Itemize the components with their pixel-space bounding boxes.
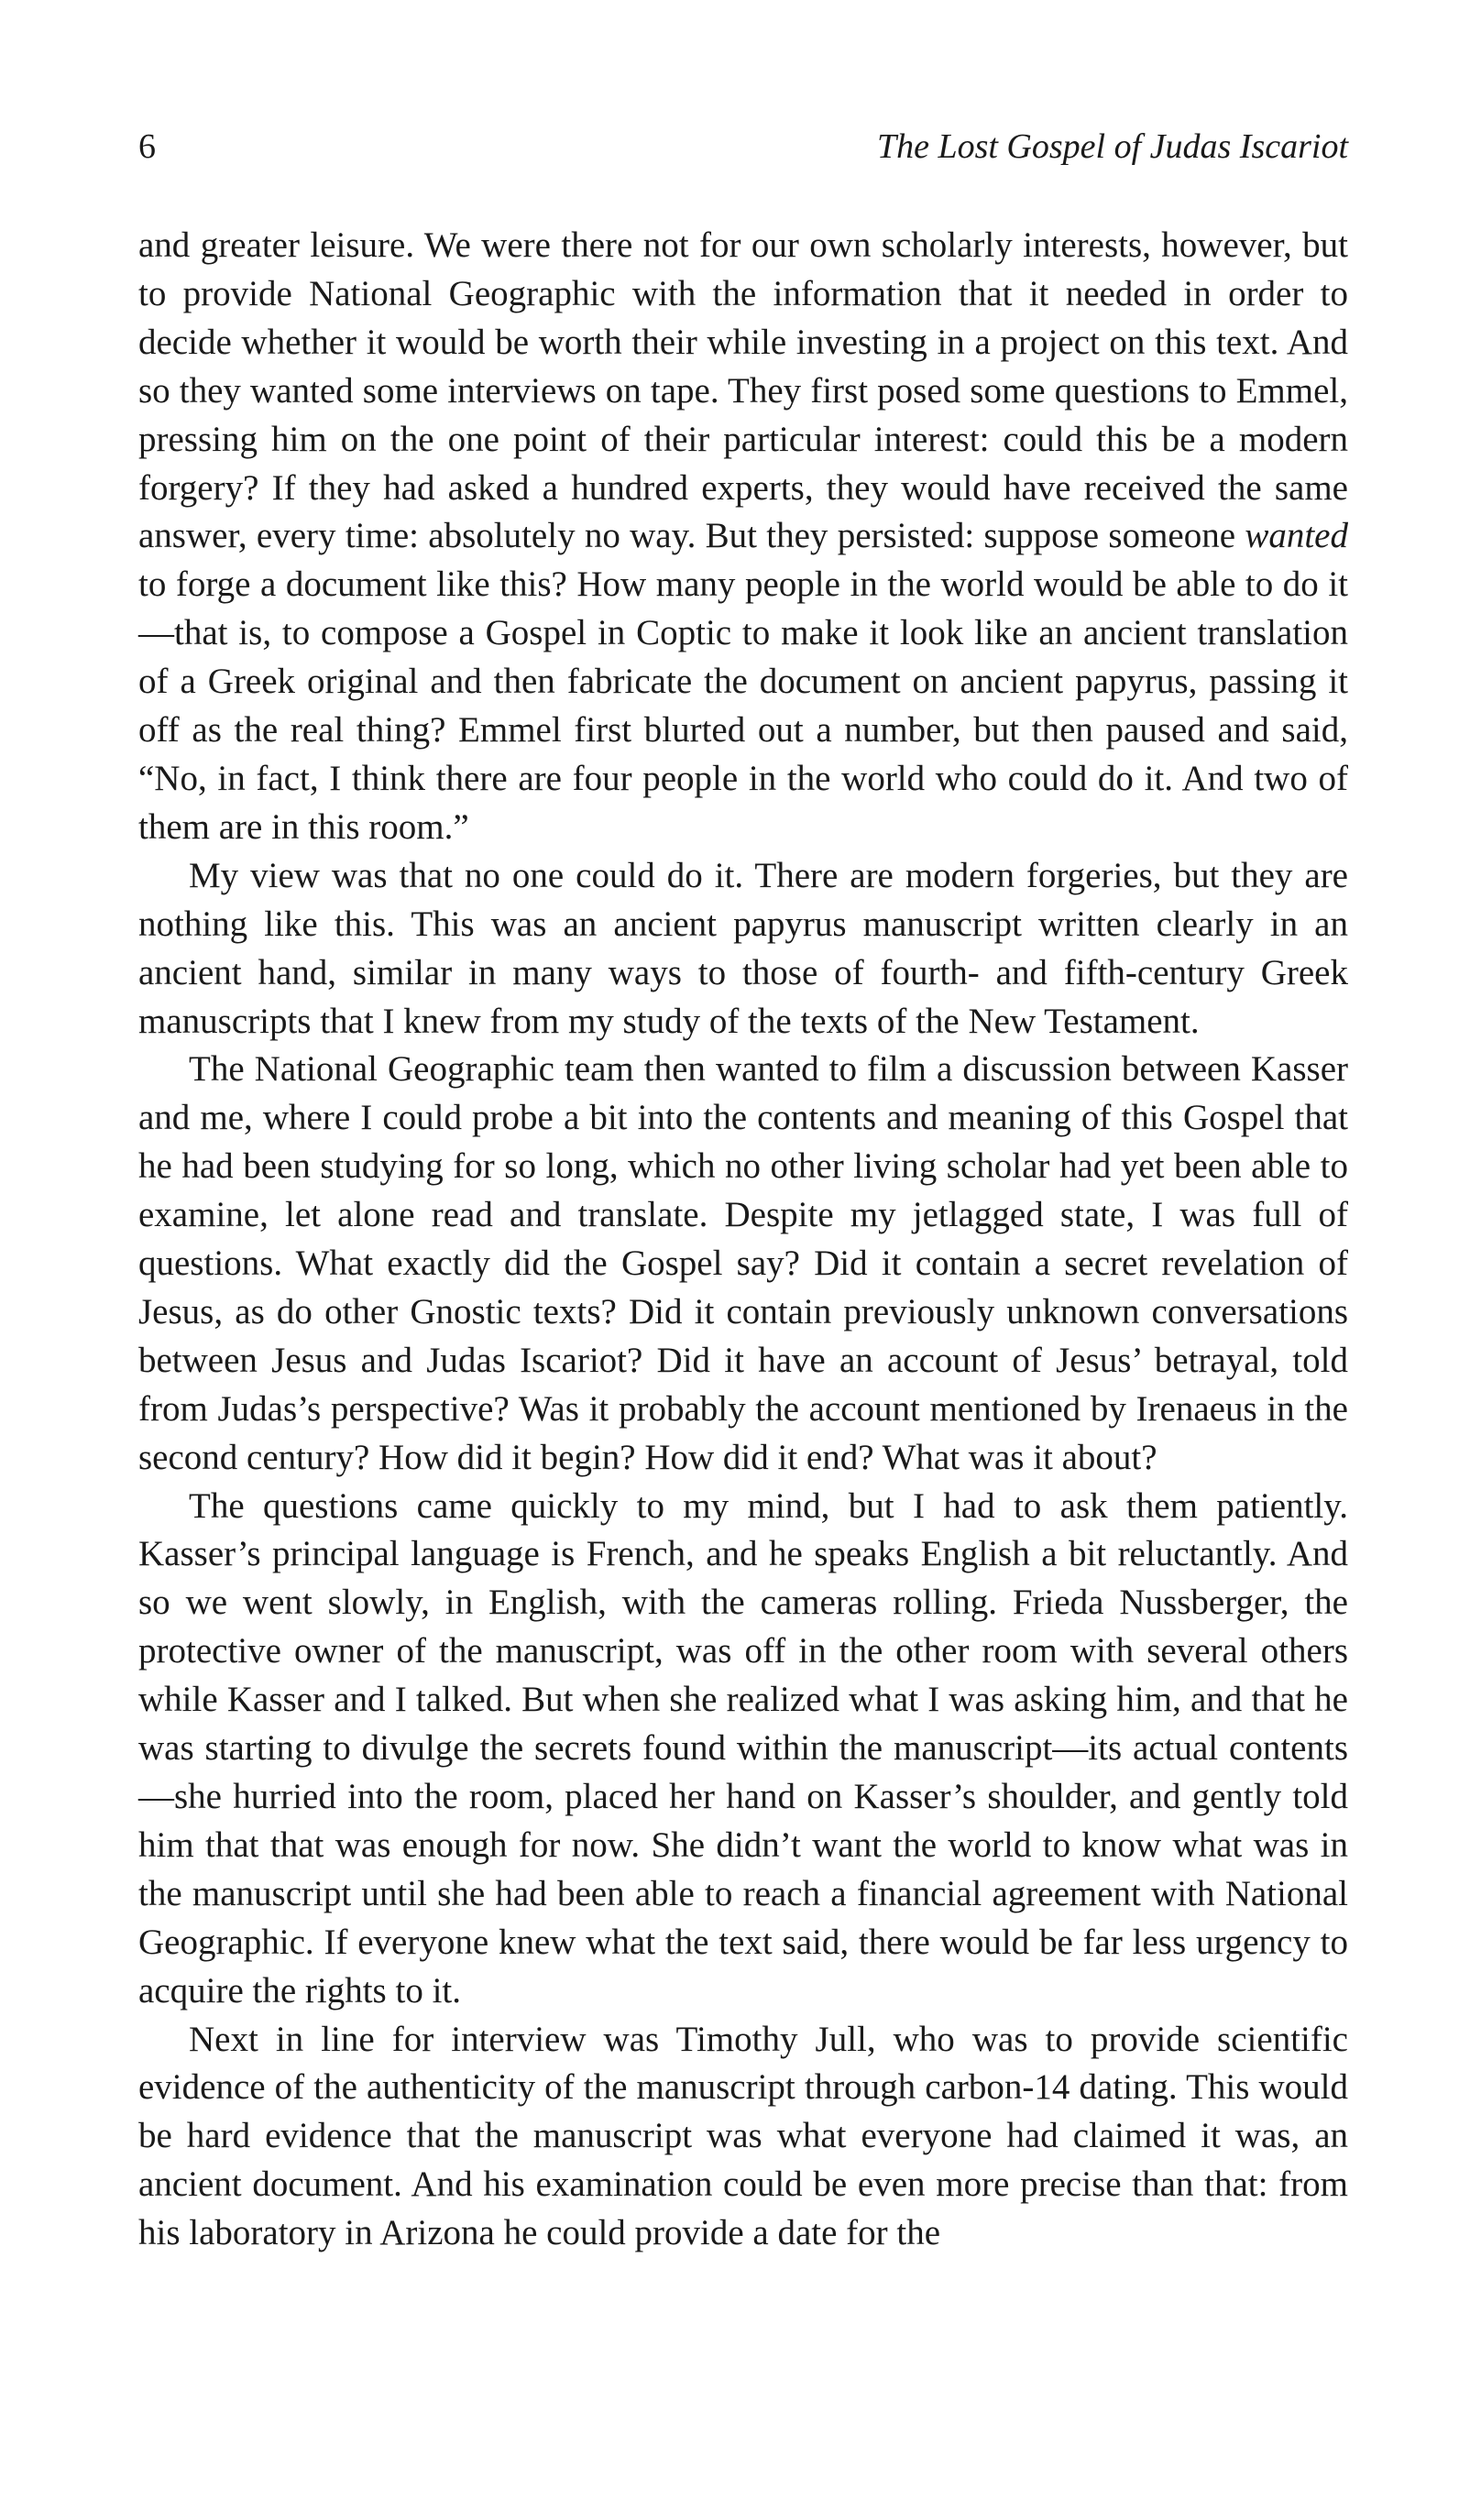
paragraph-4: The questions came quickly to my mind, but I had to ask them patiently. Kasser’s principal language is French, and he speaks English a bit reluctantly. And so we went slowly, in English, with the cameras rolling. Frieda Nussberger, the protective owner of the manuscript, was off in the other room with several others while Kasser and I talked. But when she realized what I was asking him, and that he was starting to divulge the secrets found within the manuscript—its actual contents—she hurried into the room, placed her hand on Kasser’s shoulder, and gently told him that that was enough for now. She didn’t want the world to know what was in the manuscript until she had been able to reach a financial agreement with National Geographic. If everyone knew what the text said, there would be far less urgency to acquire the rights to it. — [138, 1485, 1348, 2011]
paragraph-1-text-after: to forge a document like this? How many people in the world would be able to do it—that is, to compose a Gospel in Coptic to make it look like an ancient translation of a Greek original and then fabricate the document on ancient papyrus, passing it off as the real thing? Emmel first blurted out a number, but then paused and said, “No, in fact, I think there are four people in the world who could do it. And two of them are in this room.” — [138, 564, 1348, 847]
paragraph-1-text-before: and greater leisure. We were there not for our own scholarly interests, however, but to provide National Geographic with the information that it needed in order to decide whether it would be worth their while investing in a project on this text. And so they wanted some interviews on tape. They first posed some questions to Emmel, pressing him on the one point of their particular interest: could this be a modern forgery? If they had asked a hundred experts, they would have received the same answer, every time: absolutely no way. But they persisted: suppose someone — [138, 225, 1348, 556]
page-number: 6 — [138, 127, 156, 166]
body-text — [138, 222, 1348, 2258]
paragraph-3: The National Geographic team then wanted to film a discussion between Kasser and me, where I could probe a bit into the contents and meaning of this Gospel that he had been studying for so long, which no other living scholar had yet been able to examine, let alone read and translate. Despite my jetlagged state, I was full of questions. What exactly did the Gospel say? Did it contain a secret revelation of Jesus, as do other Gnostic texts? Did it contain previously unknown conversations between Jesus and Judas Iscariot? Did it have an account of Jesus’ betrayal, told from Judas’s perspective? Was it probably the account mentioned by Irenaeus in the second century? How did it begin? How did it end? What was it about? — [138, 1049, 1348, 1477]
book-title: The Lost Gospel of Judas Iscariot — [876, 127, 1348, 166]
book-page — [138, 119, 1348, 2253]
paragraph-2: My view was that no one could do it. There are modern forgeries, but they are nothing like this. This was an ancient papyrus manuscript written clearly in an ancient hand, similar in many ways to those of fourth- and fifth-century Greek manuscripts that I knew from my study of the texts of the New Testament. — [138, 855, 1348, 1041]
paragraph-1 — [138, 222, 1348, 852]
running-head — [138, 119, 1348, 174]
emphasis-wanted: wanted — [1245, 516, 1348, 556]
paragraph-5: Next in line for interview was Timothy Jull, who was to provide scientific evidence of the authenticity of the manuscript through carbon-14 dating. This would be hard evidence that the manuscript was what everyone had claimed it was, an ancient document. And his examination could be even more precise than that: from his laboratory in Arizona he could provide a date for the — [138, 2019, 1348, 2253]
